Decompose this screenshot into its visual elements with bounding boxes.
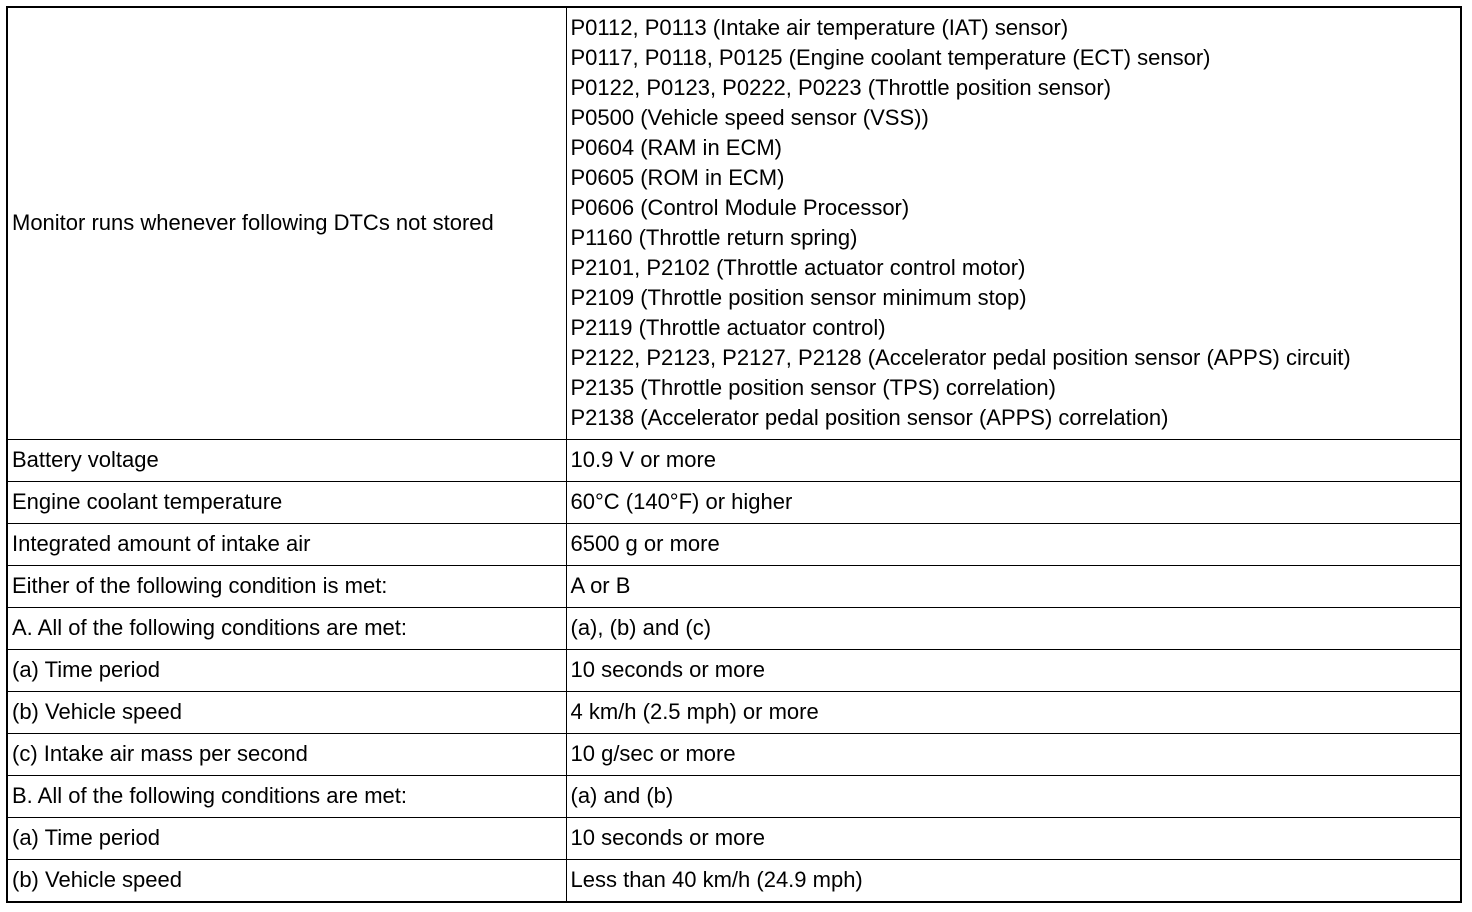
condition-value: 60°C (140°F) or higher (566, 481, 1460, 523)
table-row-dtc (8, 8, 1460, 439)
condition-label: (a) Time period (8, 817, 566, 859)
table-row (8, 859, 1460, 901)
condition-label: (a) Time period (8, 649, 566, 691)
table-row (8, 691, 1460, 733)
table-row (8, 649, 1460, 691)
condition-value: 10 seconds or more (566, 649, 1460, 691)
condition-value: 6500 g or more (566, 523, 1460, 565)
dtc-list-cell (566, 8, 1460, 439)
dtc-item: P1160 (Throttle return spring) (570, 225, 858, 251)
dtc-item: P2119 (Throttle actuator control) (570, 315, 886, 341)
condition-label: (b) Vehicle speed (8, 859, 566, 901)
dtc-item: P0112, P0113 (Intake air temperature (IAT) sensor) (570, 15, 1069, 41)
table-row (8, 439, 1460, 481)
conditions-table-frame (6, 6, 1462, 903)
condition-value: (a) and (b) (566, 775, 1460, 817)
monitor-conditions-table (8, 8, 1460, 901)
condition-label: Either of the following condition is met: (8, 565, 566, 607)
condition-value: (a), (b) and (c) (566, 607, 1460, 649)
table-row (8, 733, 1460, 775)
dtc-item: P0606 (Control Module Processor) (570, 195, 910, 221)
dtc-condition-label: Monitor runs whenever following DTCs not stored (8, 8, 566, 439)
condition-label: (c) Intake air mass per second (8, 733, 566, 775)
table-row (8, 607, 1460, 649)
dtc-item: P2101, P2102 (Throttle actuator control motor) (570, 255, 1026, 281)
table-row (8, 817, 1460, 859)
dtc-item: P2135 (Throttle position sensor (TPS) correlation) (570, 375, 1056, 401)
condition-label: A. All of the following conditions are met: (8, 607, 566, 649)
condition-label: Integrated amount of intake air (8, 523, 566, 565)
dtc-item: P0604 (RAM in ECM) (570, 135, 783, 161)
dtc-item: P0500 (Vehicle speed sensor (VSS)) (570, 105, 929, 131)
condition-value: 10 g/sec or more (566, 733, 1460, 775)
dtc-item: P2122, P2123, P2127, P2128 (Accelerator pedal position sensor (APPS) circuit) (570, 345, 1351, 371)
condition-value: 4 km/h (2.5 mph) or more (566, 691, 1460, 733)
condition-label: Engine coolant temperature (8, 481, 566, 523)
table-row (8, 775, 1460, 817)
condition-label: (b) Vehicle speed (8, 691, 566, 733)
table-row (8, 565, 1460, 607)
dtc-item: P0117, P0118, P0125 (Engine coolant temperature (ECT) sensor) (570, 45, 1211, 71)
table-row (8, 481, 1460, 523)
condition-value: 10 seconds or more (566, 817, 1460, 859)
dtc-item: P0605 (ROM in ECM) (570, 165, 785, 191)
table-row (8, 523, 1460, 565)
condition-label: B. All of the following conditions are met: (8, 775, 566, 817)
dtc-item: P2109 (Throttle position sensor minimum stop) (570, 285, 1027, 311)
dtc-item: P2138 (Accelerator pedal position sensor (APPS) correlation) (570, 405, 1169, 431)
condition-value: A or B (566, 565, 1460, 607)
condition-value: 10.9 V or more (566, 439, 1460, 481)
condition-label: Battery voltage (8, 439, 566, 481)
condition-value: Less than 40 km/h (24.9 mph) (566, 859, 1460, 901)
dtc-item: P0122, P0123, P0222, P0223 (Throttle position sensor) (570, 75, 1112, 101)
